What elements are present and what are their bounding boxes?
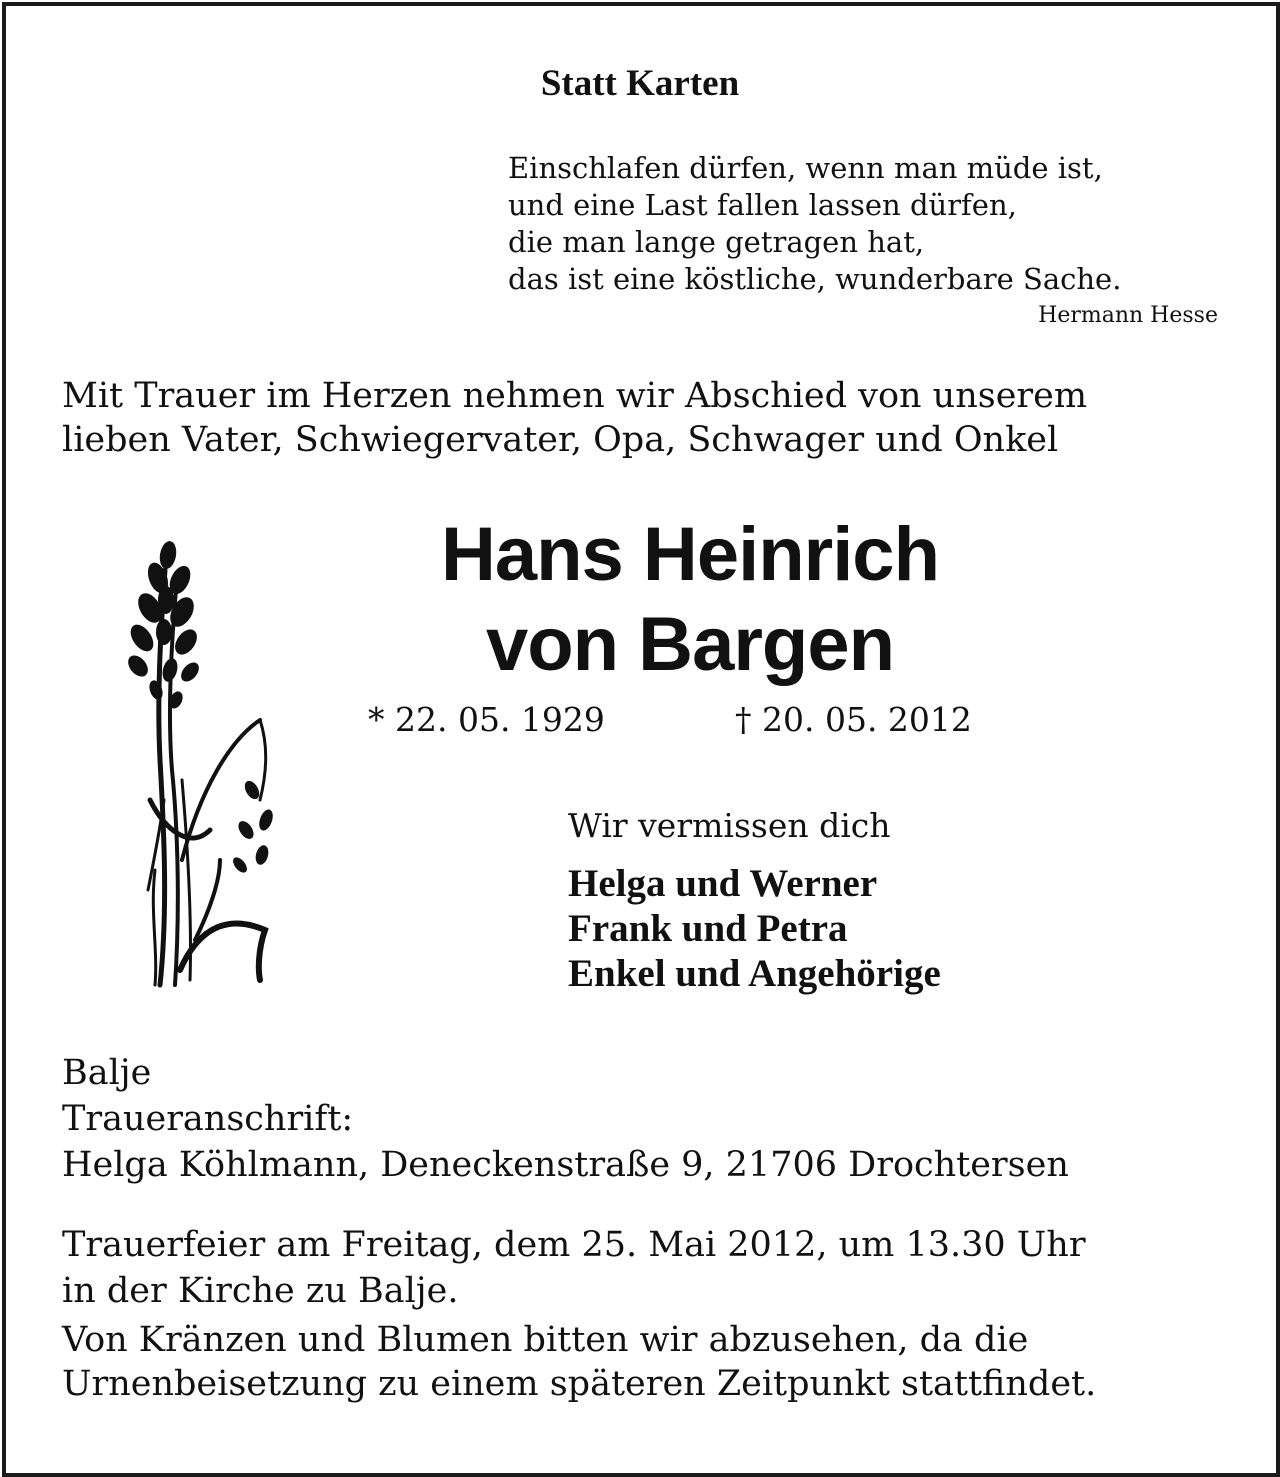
mourning-address: Helga Köhlmann, Deneckenstraße 9, 21706 Drochtersen	[62, 1145, 1069, 1185]
address-block	[62, 1050, 1069, 1188]
mourner-name: Helga und Werner	[568, 862, 878, 905]
deceased-name	[300, 510, 1080, 690]
intro-line: Mit Trauer im Herzen nehmen wir Abschied von unserem	[62, 376, 1088, 416]
address-label: Traueranschrift:	[62, 1099, 354, 1139]
poem	[508, 150, 1121, 298]
poem-line: das ist eine köstliche, wunderbare Sache.	[508, 262, 1122, 296]
mourners-list	[568, 861, 941, 996]
flowers-line: Urnenbeisetzung zu einem späteren Zeitpunkt stattfindet.	[62, 1364, 1097, 1404]
mourner-name: Enkel und Angehörige	[568, 952, 941, 995]
birth-date: * 22. 05. 1929	[368, 700, 605, 739]
ceremony-info	[62, 1222, 1086, 1314]
flowers-line: Von Kränzen und Blumen bitten wir abzusehen, da die	[62, 1320, 1029, 1360]
deceased-name-line2: von Bargen	[485, 602, 895, 687]
intro-line: lieben Vater, Schwiegervater, Opa, Schwager und Onkel	[62, 420, 1059, 460]
poem-author: Hermann Hesse	[1038, 303, 1218, 328]
grass-illustration	[120, 530, 290, 990]
deceased-name-line1: Hans Heinrich	[440, 512, 940, 597]
poem-line: die man lange getragen hat,	[508, 225, 925, 259]
poem-line: und eine Last fallen lassen dürfen,	[508, 188, 1017, 222]
place-name: Balje	[62, 1053, 152, 1093]
notice-heading: Statt Karten	[540, 63, 740, 104]
ceremony-line: in der Kirche zu Balje.	[62, 1271, 459, 1311]
mourners-heading: Wir vermissen dich	[568, 806, 891, 845]
ceremony-line: Trauerfeier am Freitag, dem 25. Mai 2012, um 13.30 Uhr	[62, 1225, 1086, 1265]
intro-text	[62, 374, 1087, 462]
mourner-name: Frank und Petra	[568, 907, 848, 950]
poem-line: Einschlafen dürfen, wenn man müde ist,	[508, 151, 1103, 185]
flowers-note	[62, 1318, 1096, 1406]
death-date: † 20. 05. 2012	[735, 700, 972, 739]
